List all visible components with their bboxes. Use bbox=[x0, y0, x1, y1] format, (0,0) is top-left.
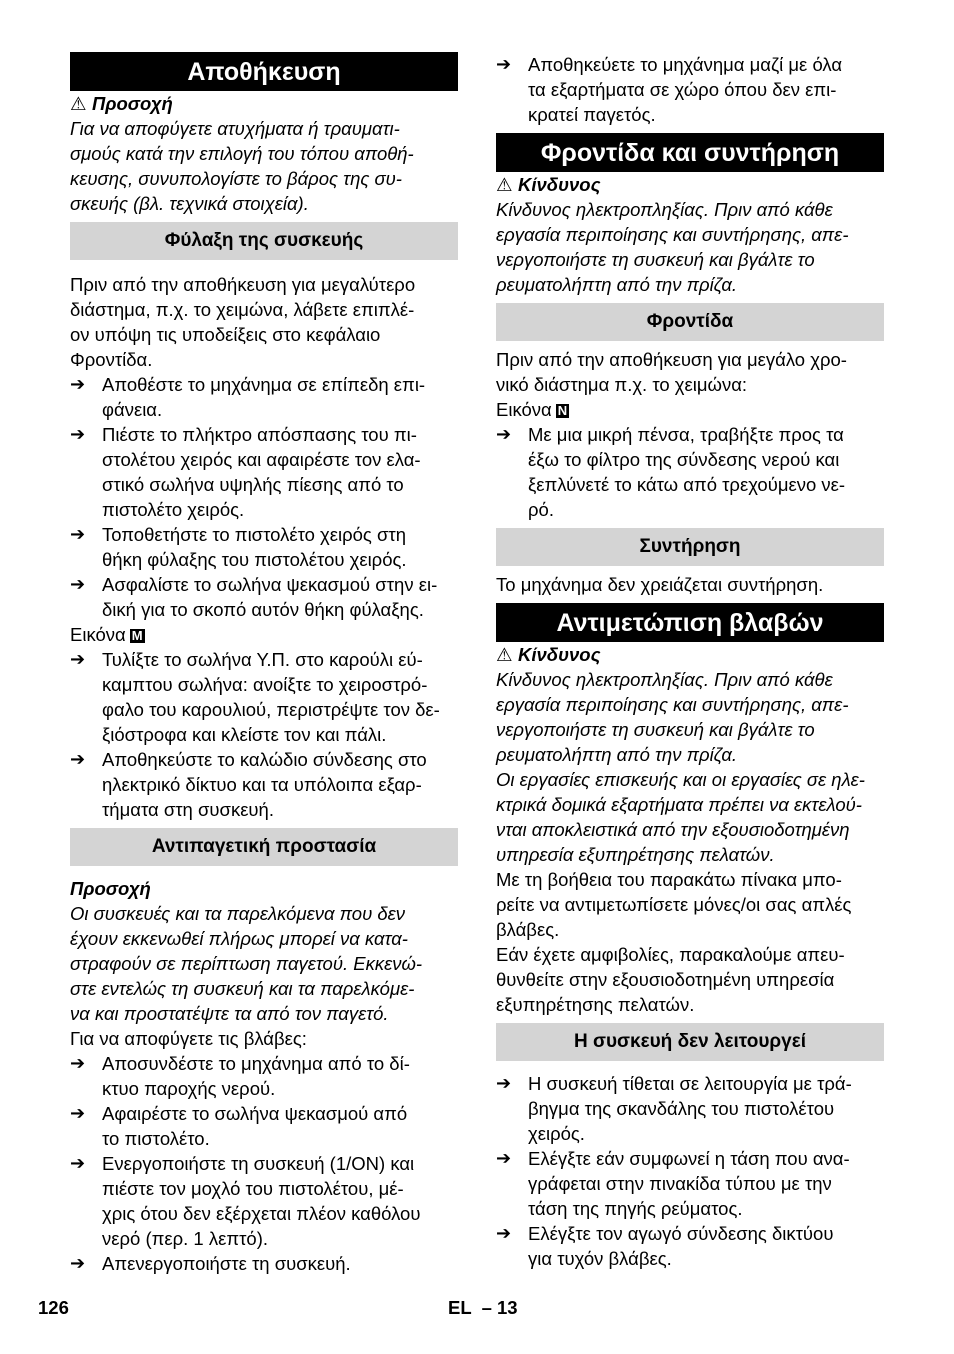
danger-text: Κίνδυνος ηλεκτροπληξίας. Πριν από κάθε εργασία περιποίησης και συντήρησης, απε- νεργοποιήστε τη συσκευή και βγάλτε το ρευματολήπτη από την πρίζα. Οι εργασίες επισκευής και οι εργασίες σε ηλε- κτρικά δομικά εξαρτήματα πρέπει να εκτελού- νται αποκλειστικά από την εξουσιοδοτημένη υπηρεσία εξυπηρέτησης πελατών. bbox=[496, 669, 865, 865]
list-item: ➔ Με μια μικρή πένσα, τραβήξτε προς τα έξω το φίλτρο της σύνδεσης νερού και ξεπλύνετέ το κάτω από τρεχούμενο νε- ρό. bbox=[496, 424, 846, 520]
caution-text: Για να αποφύγετε ατυχήματα ή τραυματι- σμούς κατά την επιλογή του τόπου αποθή- κευσης, συνυπολογίστε το βάρος της συ- σκευής (βλ. τεχνικά στοιχεία). bbox=[70, 118, 414, 214]
arrow-right-icon: ➔ bbox=[496, 1223, 512, 1243]
heading-frost-protection: Αντιπαγετική προστασία bbox=[70, 828, 458, 866]
figure-reference: Εικόνα M bbox=[70, 624, 143, 645]
arrow-right-icon: ➔ bbox=[70, 524, 86, 544]
caution-heading: ⚠ Προσοχή bbox=[70, 93, 173, 114]
arrow-right-icon: ➔ bbox=[496, 1073, 512, 1093]
list-item: ➔ Τοποθετήστε το πιστολέτο χειρός στη θήκη φύλαξης του πιστολέτου χειρός. bbox=[70, 524, 407, 570]
danger-text: Κίνδυνος ηλεκτροπληξίας. Πριν από κάθε εργασία περιποίησης και συντήρησης, απε- νεργοποιήστε τη συσκευή και βγάλτε το ρευματολήπτη από την πρίζα. bbox=[496, 199, 849, 295]
arrow-right-icon: ➔ bbox=[70, 749, 86, 769]
warning-icon: ⚠ bbox=[70, 93, 87, 114]
troubleshooting-text: Με τη βοήθεια του παρακάτω πίνακα μπο- ρείτε να αντιμετωπίσετε μόνες/οι σας απλές βλάβες. bbox=[496, 869, 852, 940]
page-number: 126 bbox=[38, 1297, 69, 1318]
arrow-right-icon: ➔ bbox=[70, 574, 86, 594]
danger-heading: ⚠ Κίνδυνος bbox=[496, 174, 601, 195]
arrow-right-icon: ➔ bbox=[70, 1053, 86, 1073]
list-item: ➔ Απενεργοποιήστε τη συσκευή. bbox=[70, 1253, 351, 1274]
right-column bbox=[496, 52, 884, 1271]
danger-heading: ⚠ Κίνδυνος bbox=[496, 644, 601, 665]
care-intro: Πριν από την αποθήκευση για μεγάλο χρο- νικό διάστημα π.χ. το χειμώνα: bbox=[496, 349, 847, 395]
heading-troubleshooting: Αντιμετώπιση βλαβών bbox=[496, 603, 884, 642]
figure-letter-badge: M bbox=[131, 628, 143, 643]
heading-device-not-working: Η συσκευή δεν λειτουργεί bbox=[496, 1023, 884, 1061]
arrow-right-icon: ➔ bbox=[70, 1253, 86, 1273]
arrow-right-icon: ➔ bbox=[496, 1148, 512, 1168]
heading-care: Φροντίδα bbox=[496, 303, 884, 341]
figure-reference: Εικόνα N bbox=[496, 399, 568, 420]
list-item: ➔ Τυλίξτε το σωλήνα Υ.Π. στο καρούλι εύ- καμπτου σωλήνα: ανοίξτε το χειροστρό- φαλο του καρουλιού, περιστρέψτε τον δε- ξιόστροφα και κλείστε τον και πάλι. bbox=[70, 649, 440, 745]
left-column bbox=[70, 52, 458, 1276]
language-page-label: EL – 13 bbox=[448, 1297, 518, 1318]
maintenance-text: Το μηχάνημα δεν χρειάζεται συντήρηση. bbox=[496, 574, 824, 595]
warning-icon: ⚠ bbox=[496, 644, 513, 665]
list-item: ➔ Ενεργοποιήστε τη συσκευή (1/ON) και πιέστε τον μοχλό του πιστολέτου, μέ- χρις ότου δεν εξέρχεται πλέον καθόλου νερό (περ. 1 λεπτό). bbox=[70, 1153, 421, 1249]
heading-keep-device: Φύλαξη της συσκευής bbox=[70, 222, 458, 260]
arrow-right-icon: ➔ bbox=[70, 424, 86, 444]
list-item: ➔ Ελέγξτε τον αγωγό σύνδεσης δικτύου για τυχόν βλάβες. bbox=[496, 1223, 834, 1269]
list-item: ➔ Πιέστε το πλήκτρο απόσπασης του πι- στολέτου χειρός και αφαιρέστε τον ελα- στικό σωλήνα υψηλής πίεσης από το πιστολέτο χειρός. bbox=[70, 424, 421, 520]
figure-letter-badge: N bbox=[557, 403, 568, 418]
list-item: ➔ Αποθηκεύετε το μηχάνημα μαζί με όλα τα εξαρτήματα σε χώρο όπου δεν επι- κρατεί παγετός. bbox=[496, 54, 843, 125]
heading-maintenance: Συντήρηση bbox=[496, 528, 884, 566]
list-item: ➔ Ασφαλίστε το σωλήνα ψεκασμού στην ει- δική για το σκοπό αυτόν θήκη φύλαξης. bbox=[70, 574, 438, 620]
frost-caution-heading: Προσοχή bbox=[70, 878, 151, 899]
frost-caution-text: Οι συσκευές και τα παρελκόμενα που δεν έχουν εκκενωθεί πλήρως μπορεί να κατα- στραφούν σε περίπτωση παγετού. Εκκενώ- στε εντελώς τη συσκευή και τα παρελκόμε- να και προστατέψτε τα από τον παγετό. bbox=[70, 903, 423, 1024]
arrow-right-icon: ➔ bbox=[70, 1153, 86, 1173]
list-item: ➔ Αποθέστε το μηχάνημα σε επίπεδη επι- φάνεια. bbox=[70, 374, 426, 420]
list-item: ➔ Αποθηκεύστε το καλώδιο σύνδεσης στο ηλεκτρικό δίκτυο και τα υπόλοιπα εξαρ- τήματα στη συσκευή. bbox=[70, 749, 427, 820]
arrow-right-icon: ➔ bbox=[496, 54, 512, 74]
keep-intro: Πριν από την αποθήκευση για μεγαλύτερο διάστημα, π.χ. το χειμώνα, λάβετε επιπλέ- ον υπόψη τις υποδείξεις στο κεφάλαιο Φροντίδα. bbox=[70, 274, 416, 370]
heading-storage: Αποθήκευση bbox=[70, 52, 458, 91]
arrow-right-icon: ➔ bbox=[70, 649, 86, 669]
troubleshooting-contact-text: Εάν έχετε αμφιβολίες, παρακαλούμε απευ- θυνθείτε στην εξουσιοδοτημένη υπηρεσία εξυπηρέτησης πελατών. bbox=[496, 944, 845, 1015]
list-item: ➔ Ελέγξτε εάν συμφωνεί η τάση που ανα- γράφεται στην πινακίδα τύπου με την τάση της πηγής ρεύματος. bbox=[496, 1148, 850, 1219]
frost-intro: Για να αποφύγετε τις βλάβες: bbox=[70, 1028, 307, 1049]
list-item: ➔ Αφαιρέστε το σωλήνα ψεκασμού από το πιστολέτο. bbox=[70, 1103, 408, 1149]
list-item: ➔ Η συσκευή τίθεται σε λειτουργία με τρά- βηγμα της σκανδάλης του πιστολέτου χειρός. bbox=[496, 1073, 852, 1144]
arrow-right-icon: ➔ bbox=[70, 1103, 86, 1123]
list-item: ➔ Αποσυνδέστε το μηχάνημα από το δί- κτυο παροχής νερού. bbox=[70, 1053, 410, 1099]
heading-care-maintenance: Φροντίδα και συντήρηση bbox=[496, 133, 884, 172]
arrow-right-icon: ➔ bbox=[70, 374, 86, 394]
warning-icon: ⚠ bbox=[496, 174, 513, 195]
arrow-right-icon: ➔ bbox=[496, 424, 512, 444]
